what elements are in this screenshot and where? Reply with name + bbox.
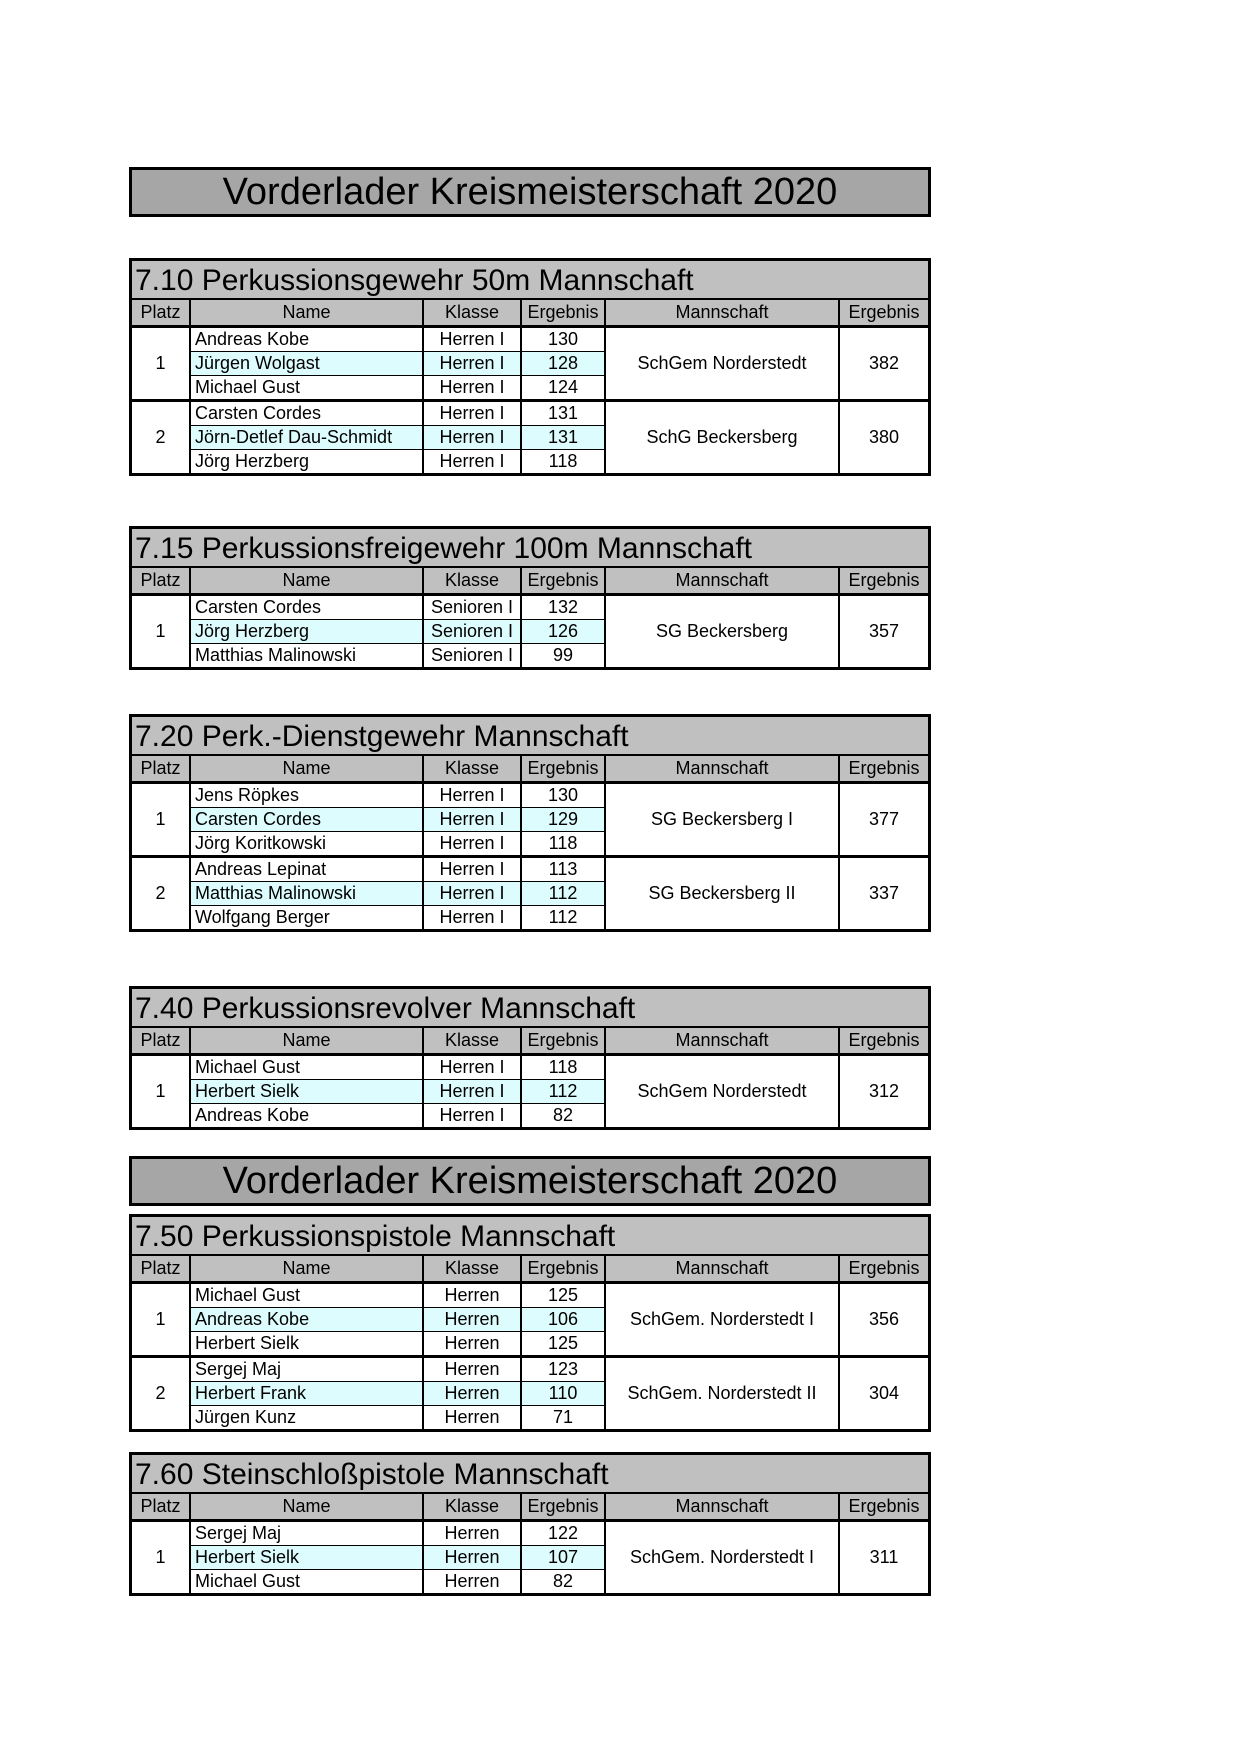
ergebnis-cell: 110 [521,1381,605,1405]
discipline-section [129,1452,931,1596]
platz-cell: 2 [132,1356,190,1429]
mannschaft-cell: SchGem Norderstedt [605,326,839,400]
team-ergebnis-cell: 377 [868,808,900,829]
ergebnis-cell: 131 [521,400,605,425]
klasse-cell: Herren I [423,1079,521,1103]
klasse-header: Klasse [423,1256,521,1282]
platz-header: Platz [132,1494,190,1520]
section-title: 7.50 Perkussionspistole Mannschaft [132,1217,928,1256]
klasse-header: Klasse [423,1494,521,1520]
klasse-cell: Herren I [423,831,521,856]
discipline-section [129,1214,931,1432]
name-cell: Jürgen Wolgast [190,351,423,375]
name-cell: Matthias Malinowski [190,881,423,905]
klasse-cell: Herren [423,1356,521,1381]
platz-header: Platz [132,300,190,326]
table-row [132,594,928,619]
ergebnis-cell: 129 [521,807,605,831]
mannschaft-cell: SG Beckersberg [605,594,839,667]
mannschaft-cell: SchGem. Norderstedt II [605,1356,839,1429]
page-title: Vorderlader Kreismeisterschaft 2020 [129,167,931,217]
klasse-cell: Herren I [423,1103,521,1127]
team-ergebnis-header: Ergebnis [839,1494,928,1520]
page-title-repeat: Vorderlader Kreismeisterschaft 2020 [129,1156,931,1206]
name-header: Name [190,300,423,326]
name-header: Name [190,1028,423,1054]
header-row [132,300,928,326]
discipline-section [129,526,931,670]
team-ergebnis-header: Ergebnis [839,1028,928,1054]
ergebnis-cell: 99 [521,643,605,667]
name-cell: Herbert Sielk [190,1331,423,1356]
ergebnis-cell: 71 [521,1405,605,1429]
table-row [132,1520,928,1545]
platz-cell: 2 [132,856,190,929]
ergebnis-cell: 106 [521,1307,605,1331]
name-cell: Jens Röpkes [190,782,423,807]
klasse-header: Klasse [423,1028,521,1054]
klasse-cell: Herren I [423,425,521,449]
klasse-cell: Herren [423,1569,521,1593]
name-cell: Jörg Herzberg [190,619,423,643]
ergebnis-cell: 118 [521,1054,605,1079]
team-ergebnis-cell: 312 [868,1080,900,1101]
ergebnis-cell: 128 [521,351,605,375]
klasse-header: Klasse [423,568,521,594]
ergebnis-cell: 123 [521,1356,605,1381]
klasse-cell: Herren I [423,1054,521,1079]
results-table [132,756,928,929]
ergebnis-header: Ergebnis [521,756,605,782]
ergebnis-cell: 125 [521,1331,605,1356]
section-title: 7.20 Perk.-Dienstgewehr Mannschaft [132,717,928,756]
klasse-cell: Senioren I [423,619,521,643]
klasse-cell: Herren [423,1545,521,1569]
ergebnis-cell: 124 [521,375,605,400]
platz-cell: 1 [132,782,190,856]
header-row [132,1256,928,1282]
ergebnis-header: Ergebnis [521,1494,605,1520]
discipline-section [129,714,931,932]
team-ergebnis-header: Ergebnis [839,300,928,326]
name-cell: Andreas Kobe [190,1103,423,1127]
team-ergebnis-cell: 304 [839,1356,928,1429]
name-cell: Carsten Cordes [190,807,423,831]
team-ergebnis-cell: 357 [868,620,900,641]
klasse-cell: Herren I [423,782,521,807]
klasse-cell: Herren [423,1405,521,1429]
ergebnis-cell: 107 [521,1545,605,1569]
ergebnis-cell: 113 [521,856,605,881]
header-row [132,1028,928,1054]
discipline-section [129,258,931,476]
klasse-cell: Herren I [423,326,521,351]
team-ergebnis-cell: 380 [839,400,928,473]
klasse-cell: Herren [423,1331,521,1356]
platz-cell: 1 [132,1282,190,1356]
klasse-cell: Herren [423,1520,521,1545]
mannschaft-header: Mannschaft [605,568,839,594]
ergebnis-cell: 112 [521,881,605,905]
mannschaft-cell: SchG Beckersberg [605,400,839,473]
results-table [132,300,928,473]
mannschaft-header: Mannschaft [605,1028,839,1054]
results-table [132,1028,928,1127]
mannschaft-cell: SG Beckersberg I [605,782,839,856]
klasse-cell: Herren I [423,881,521,905]
klasse-header: Klasse [423,756,521,782]
ergebnis-cell: 112 [521,905,605,929]
ergebnis-header: Ergebnis [521,568,605,594]
results-table [132,1256,928,1429]
table-row [132,1282,928,1307]
section-title: 7.15 Perkussionsfreigewehr 100m Mannschaft [132,529,928,568]
name-cell: Herbert Frank [190,1381,423,1405]
table-row [132,1054,928,1079]
platz-header: Platz [132,1028,190,1054]
section-title: 7.60 Steinschloßpistole Mannschaft [132,1455,928,1494]
name-cell: Jürgen Kunz [190,1405,423,1429]
klasse-cell: Herren I [423,449,521,473]
mannschaft-cell: SG Beckersberg II [605,856,839,929]
platz-header: Platz [132,568,190,594]
platz-cell: 2 [132,400,190,473]
ergebnis-cell: 82 [521,1569,605,1593]
name-cell: Andreas Kobe [190,1307,423,1331]
klasse-cell: Herren I [423,905,521,929]
name-cell: Matthias Malinowski [190,643,423,667]
platz-cell: 1 [132,1520,190,1593]
name-cell: Wolfgang Berger [190,905,423,929]
mannschaft-cell: SchGem Norderstedt [605,1054,839,1127]
section-title: 7.10 Perkussionsgewehr 50m Mannschaft [132,261,928,300]
name-cell: Michael Gust [190,1282,423,1307]
klasse-cell: Herren [423,1282,521,1307]
table-row [132,400,928,425]
name-cell: Jörn-Detlef Dau-Schmidt [190,425,423,449]
klasse-header: Klasse [423,300,521,326]
ergebnis-cell: 82 [521,1103,605,1127]
ergebnis-cell: 118 [521,449,605,473]
mannschaft-header: Mannschaft [605,756,839,782]
name-header: Name [190,756,423,782]
name-cell: Michael Gust [190,1054,423,1079]
klasse-cell: Herren I [423,375,521,400]
team-ergebnis-cell: 311 [869,1546,899,1567]
team-ergebnis-header: Ergebnis [839,756,928,782]
platz-header: Platz [132,756,190,782]
team-ergebnis-header: Ergebnis [839,1256,928,1282]
name-cell: Carsten Cordes [190,594,423,619]
table-row [132,1356,928,1381]
ergebnis-header: Ergebnis [521,1028,605,1054]
ergebnis-cell: 130 [521,326,605,351]
ergebnis-cell: 131 [521,425,605,449]
name-cell: Sergej Maj [190,1520,423,1545]
team-ergebnis-cell: 382 [868,352,900,373]
team-ergebnis-cell: 356 [868,1308,900,1329]
name-header: Name [190,568,423,594]
ergebnis-cell: 126 [521,619,605,643]
table-row [132,782,928,807]
ergebnis-cell: 125 [521,1282,605,1307]
klasse-cell: Herren [423,1381,521,1405]
discipline-section [129,986,931,1130]
header-row [132,1494,928,1520]
ergebnis-cell: 130 [521,782,605,807]
name-cell: Michael Gust [190,375,423,400]
results-table [132,568,928,667]
ergebnis-cell: 122 [521,1520,605,1545]
klasse-cell: Herren I [423,351,521,375]
ergebnis-header: Ergebnis [521,300,605,326]
ergebnis-cell: 132 [521,594,605,619]
header-row [132,568,928,594]
name-cell: Sergej Maj [190,1356,423,1381]
team-ergebnis-cell: 337 [839,856,928,929]
name-cell: Herbert Sielk [190,1079,423,1103]
klasse-cell: Herren [423,1307,521,1331]
name-cell: Michael Gust [190,1569,423,1593]
platz-cell: 1 [132,594,190,667]
klasse-cell: Herren I [423,400,521,425]
klasse-cell: Herren I [423,856,521,881]
klasse-cell: Senioren I [423,594,521,619]
name-cell: Carsten Cordes [190,400,423,425]
team-ergebnis-header: Ergebnis [839,568,928,594]
name-cell: Andreas Lepinat [190,856,423,881]
klasse-cell: Herren I [423,807,521,831]
name-cell: Jörg Koritkowski [190,831,423,856]
table-row [132,856,928,881]
ergebnis-cell: 112 [521,1079,605,1103]
name-cell: Jörg Herzberg [190,449,423,473]
name-header: Name [190,1256,423,1282]
name-cell: Andreas Kobe [190,326,423,351]
table-row [132,326,928,351]
mannschaft-cell: SchGem. Norderstedt I [605,1520,839,1593]
header-row [132,756,928,782]
platz-cell: 1 [132,326,190,400]
mannschaft-header: Mannschaft [605,1494,839,1520]
platz-cell: 1 [132,1054,190,1127]
name-header: Name [190,1494,423,1520]
name-cell: Herbert Sielk [190,1545,423,1569]
section-title: 7.40 Perkussionsrevolver Mannschaft [132,989,928,1028]
mannschaft-header: Mannschaft [605,300,839,326]
mannschaft-cell: SchGem. Norderstedt I [605,1282,839,1356]
platz-header: Platz [132,1256,190,1282]
ergebnis-header: Ergebnis [521,1256,605,1282]
mannschaft-header: Mannschaft [605,1256,839,1282]
ergebnis-cell: 118 [521,831,605,856]
klasse-cell: Senioren I [423,643,521,667]
results-table [132,1494,928,1593]
